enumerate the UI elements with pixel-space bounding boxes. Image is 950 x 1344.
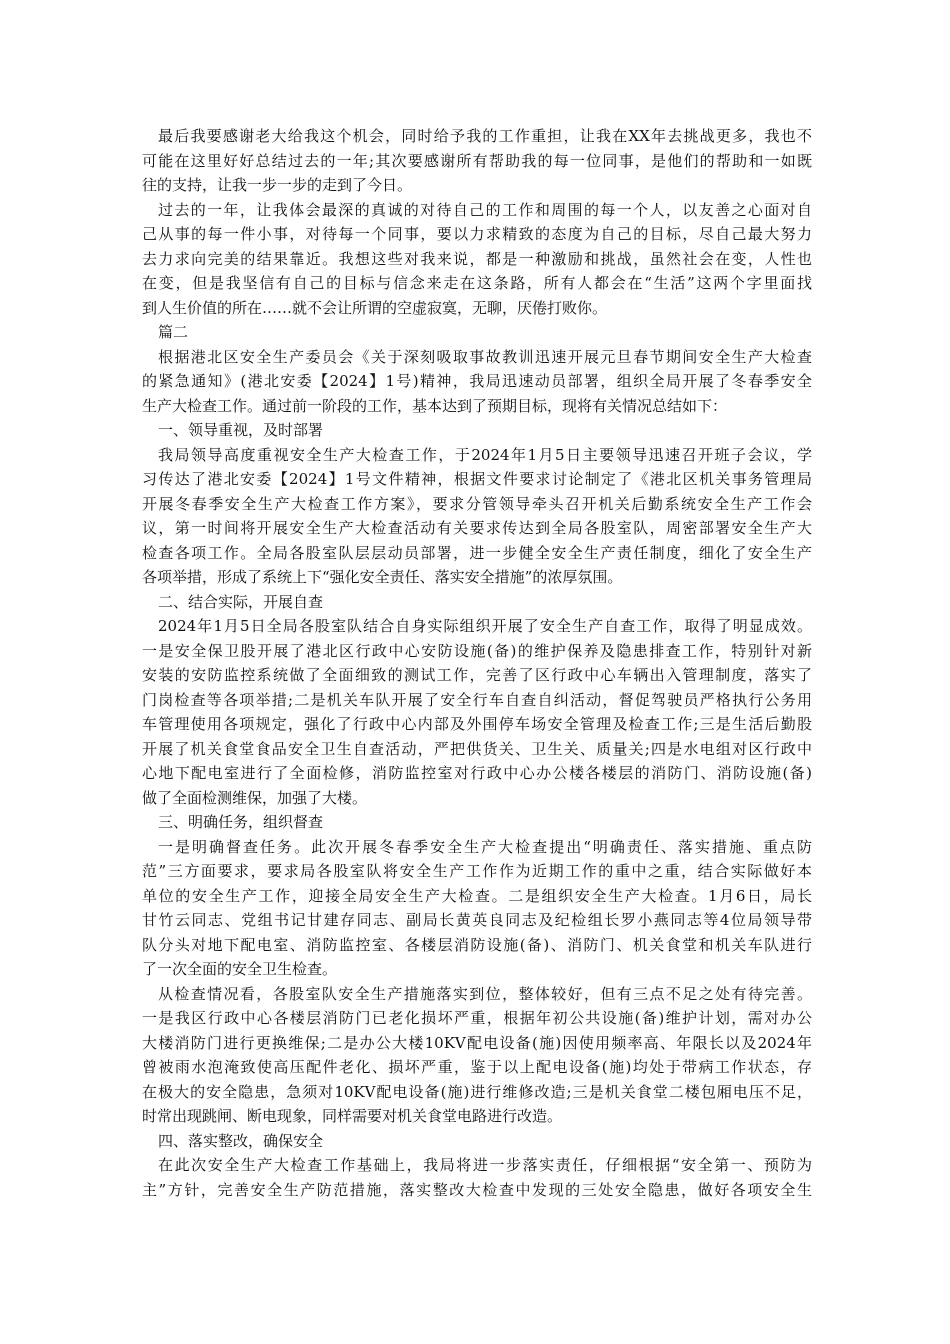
text-line: 我局领导高度重视安全生产大检查工作，于2024年1月5日主要领导迅速召开班子会议，学 (158, 445, 812, 464)
text-line: 甘竹云同志、党组书记甘建存同志、副局长黄英良同志及纪检组长罗小燕同志等4位局领导带 (142, 911, 812, 929)
text-line: 检查各项工作。全局各股室队层层动员部署，进一步健全安全生产责任制度，细化了安全生产 (142, 543, 812, 562)
text-line: 议，第一时间将开展安全生产大检查活动有关要求传达到全局各股室队，周密部署安全生产大 (142, 519, 812, 537)
document-body (142, 124, 812, 1202)
text-line: 最后我要感谢老大给我这个机会，同时给予我的工作重担，让我在XX年去挑战更多，我也不 (158, 127, 812, 145)
text-line: 从检查情况看，各股室队安全生产措施落实到位，整体较好，但有三点不足之处有待完善。 (158, 984, 812, 1003)
text-line: 己从事的每一件小事，对待每一个同事，要以力求精致的态度为自己的目标，尽自己最大努力 (142, 225, 812, 243)
text-line: 的紧急通知》(港北安委【2024】1号)精神，我局迅速动员部署，组织全局开展了冬春季安全 (142, 372, 812, 390)
text-line: 了一次全面的安全卫生检查。 (142, 960, 338, 978)
text-line: 过去的一年，让我体会最深的真诚的对待自己的工作和周围的每一个人，以友善之心面对自 (158, 200, 812, 219)
text-line: 范”三方面要求，要求局各股室队将安全生产工作作为近期工作的重中之重，结合实际做好本 (142, 862, 812, 880)
text-line: 四、落实整改，确保安全 (158, 1131, 324, 1150)
text-line: 篇二 (158, 323, 189, 341)
text-line: 往的支持，让我一步一步的走到了今日。 (142, 176, 413, 194)
text-line: 可能在这里好好总结过去的一年;其次要感谢所有帮助我的每一位同事，是他们的帮助和一如既 (142, 151, 812, 170)
text-line: 开展冬春季安全生产大检查工作方案》，要求分管领导牵头召开机关后勤系统安全生产工作会 (142, 494, 812, 513)
text-line: 在此次安全生产大检查工作基础上，我局将进一步落实责任，仔细根据“安全第一、预防为 (158, 1156, 812, 1174)
text-line: 主”方针，完善安全生产防范措施，落实整改大检查中发现的三处安全隐患，做好各项安全生 (142, 1180, 812, 1199)
text-line: 在变，但是我坚信有自己的目标与信念来走在这条路，所有人都会在“生活”这两个字里面找 (142, 274, 812, 292)
text-line: 在极大的安全隐患，急须对10KV配电设备(施)进行维修改造;三是机关食堂二楼包厢电压不足， (142, 1082, 812, 1101)
text-line: 三、明确任务，组织督查 (158, 813, 324, 831)
text-line: 门岗检查等各项举措;二是机关车队开展了安全行车自查自纠活动，督促驾驶员严格执行公务用 (142, 690, 812, 709)
text-line: 一是安全保卫股开展了港北区行政中心安防设施(备)的维护保养及隐患排查工作，特别针对新 (142, 641, 812, 660)
text-line: 习传达了港北安委【2024】1号文件精神，根据文件要求讨论制定了《港北区机关事务管理局 (142, 470, 812, 488)
text-line: 车管理使用各项规定，强化了行政中心内部及外围停车场安全管理及检查工作;三是生活后勤股 (142, 715, 812, 733)
text-line: 一、领导重视，及时部署 (158, 421, 324, 439)
text-line: 一是我区行政中心各楼层消防门已老化损坏严重，根据年初公共设施(备)维护计划，需对办公 (142, 1009, 812, 1027)
text-line: 二、结合实际，开展自查 (158, 592, 324, 611)
text-line: 生产大检查工作。通过前一阶段的工作，基本达到了预期目标，现将有关情况总结如下： (142, 396, 728, 415)
text-line: 一是明确督查任务。此次开展冬春季安全生产大检查提出“明确责任、落实措施、重点防 (158, 837, 812, 856)
text-line: 曾被雨水泡淹致使高压配件老化、损坏严重，鉴于以上配电设备(施)均处于带病工作状态，存 (142, 1058, 812, 1076)
text-line: 根据港北区安全生产委员会《关于深刻吸取事故教训迅速开展元旦春节期间安全生产大检查 (158, 347, 812, 366)
text-line: 做了全面检测维保，加强了大楼。 (142, 788, 368, 807)
text-line: 开展了机关食堂食品安全卫生自查活动，严把供货关、卫生关、质量关;四是水电组对区行政中 (142, 739, 812, 758)
text-line: 去力求向完美的结果靠近。我想这些对我来说，都是一种激励和挑战，虽然社会在变，人性也 (142, 249, 812, 268)
text-line: 心地下配电室进行了全面检修，消防监控室对行政中心办公楼各楼层的消防门、消防设施(备) (142, 764, 812, 782)
text-line: 到人生价值的所在……就不会让所谓的空虚寂寞，无聊，厌倦打败你。 (142, 298, 608, 317)
text-line: 队分头对地下配电室、消防监控室、各楼层消防设施(备)、消防门、机关食堂和机关车队进行 (142, 935, 812, 954)
text-line: 安装的安防监控系统做了全面细致的测试工作，完善了区行政中心车辆出入管理制度，落实了 (142, 666, 812, 684)
text-line: 时常出现跳闸、断电现象，同样需要对机关食堂电路进行改造。 (142, 1107, 563, 1125)
text-line: 2024年1月5日全局各股室队结合自身实际组织开展了安全生产自查工作，取得了明显成效。 (158, 617, 812, 635)
text-line: 各项举措，形成了系统上下“强化安全责任、落实安全措施”的浓厚氛围。 (142, 568, 623, 586)
text-line: 单位的安全生产工作，迎接全局安全生产大检查。二是组织安全生产大检查。1月6日，局长 (142, 886, 812, 905)
text-line: 大楼消防门进行更换维保;二是办公大楼10KV配电设备(施)因使用频率高、年限长以及2024年 (142, 1033, 812, 1052)
